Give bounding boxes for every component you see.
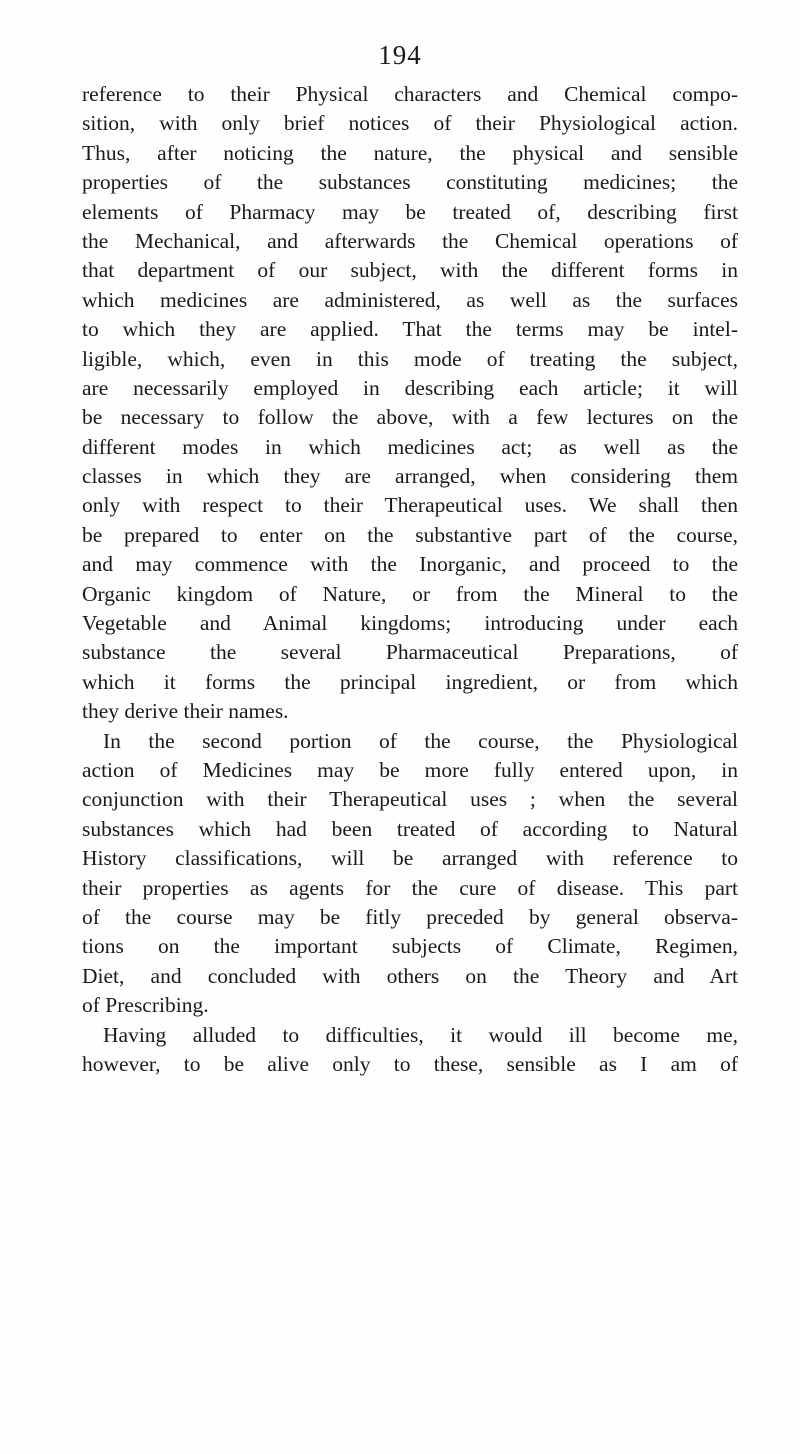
text-line: substances which had been treated of according to Natural [82, 816, 738, 841]
text-line: tions on the important subjects of Climate, Regimen, [82, 934, 738, 959]
text-line: Vegetable and Animal kingdoms; introducing under each [82, 611, 738, 636]
text-line: sition, with only brief notices of their Physiological action. [82, 111, 738, 136]
text-line: classes in which they are arranged, when considering them [82, 464, 738, 489]
page-number: 194 [378, 40, 422, 70]
text-line: ligible, which, even in this mode of treating the subject, [82, 346, 738, 371]
text-line: which it forms the principal ingredient, or from which [82, 669, 738, 694]
text-line: which medicines are administered, as well as the surfaces [82, 287, 738, 312]
text-line: Having alluded to difficulties, it would ill become me, [103, 1022, 738, 1047]
text-line: be necessary to follow the above, with a few lectures on the [82, 405, 738, 430]
text-line: properties of the substances constituting medicines; the [82, 170, 738, 195]
text-line: Diet, and concluded with others on the Theory and Art [82, 963, 738, 988]
text-line: the Mechanical, and afterwards the Chemical operations of [82, 228, 738, 253]
text-line: their properties as agents for the cure of disease. This part [82, 875, 738, 900]
text-line: that department of our subject, with the different forms in [82, 258, 738, 283]
text-line: elements of Pharmacy may be treated of, describing first [82, 199, 738, 224]
text-line: only with respect to their Therapeutical uses. We shall then [82, 493, 738, 518]
text-line: however, to be alive only to these, sensible as I am of [82, 1051, 738, 1076]
text-line: Organic kingdom of Nature, or from the Mineral to the [82, 581, 738, 606]
body-text [82, 80, 738, 1079]
text-line: of Prescribing. [82, 993, 209, 1018]
text-line: Thus, after noticing the nature, the physical and sensible [82, 140, 738, 165]
text-line: and may commence with the Inorganic, and proceed to the [82, 552, 738, 577]
text-line: conjunction with their Therapeutical uses ; when the several [82, 787, 738, 812]
text-line: of the course may be fitly preceded by general observa- [82, 904, 738, 929]
text-line: substance the several Pharmaceutical Preparations, of [82, 640, 738, 665]
text-line: are necessarily employed in describing each article; it will [82, 375, 738, 400]
text-line: In the second portion of the course, the Physiological [103, 728, 738, 753]
text-line: different modes in which medicines act; as well as the [82, 434, 738, 459]
text-line: action of Medicines may be more fully entered upon, in [82, 757, 738, 782]
text-line: be prepared to enter on the substantive part of the course, [82, 522, 738, 547]
text-line: they derive their names. [82, 699, 289, 724]
text-line: to which they are applied. That the terms may be intel- [82, 317, 738, 342]
text-line: reference to their Physical characters and Chemical compo- [82, 82, 738, 106]
text-line: History classifications, will be arranged with reference to [82, 846, 738, 871]
